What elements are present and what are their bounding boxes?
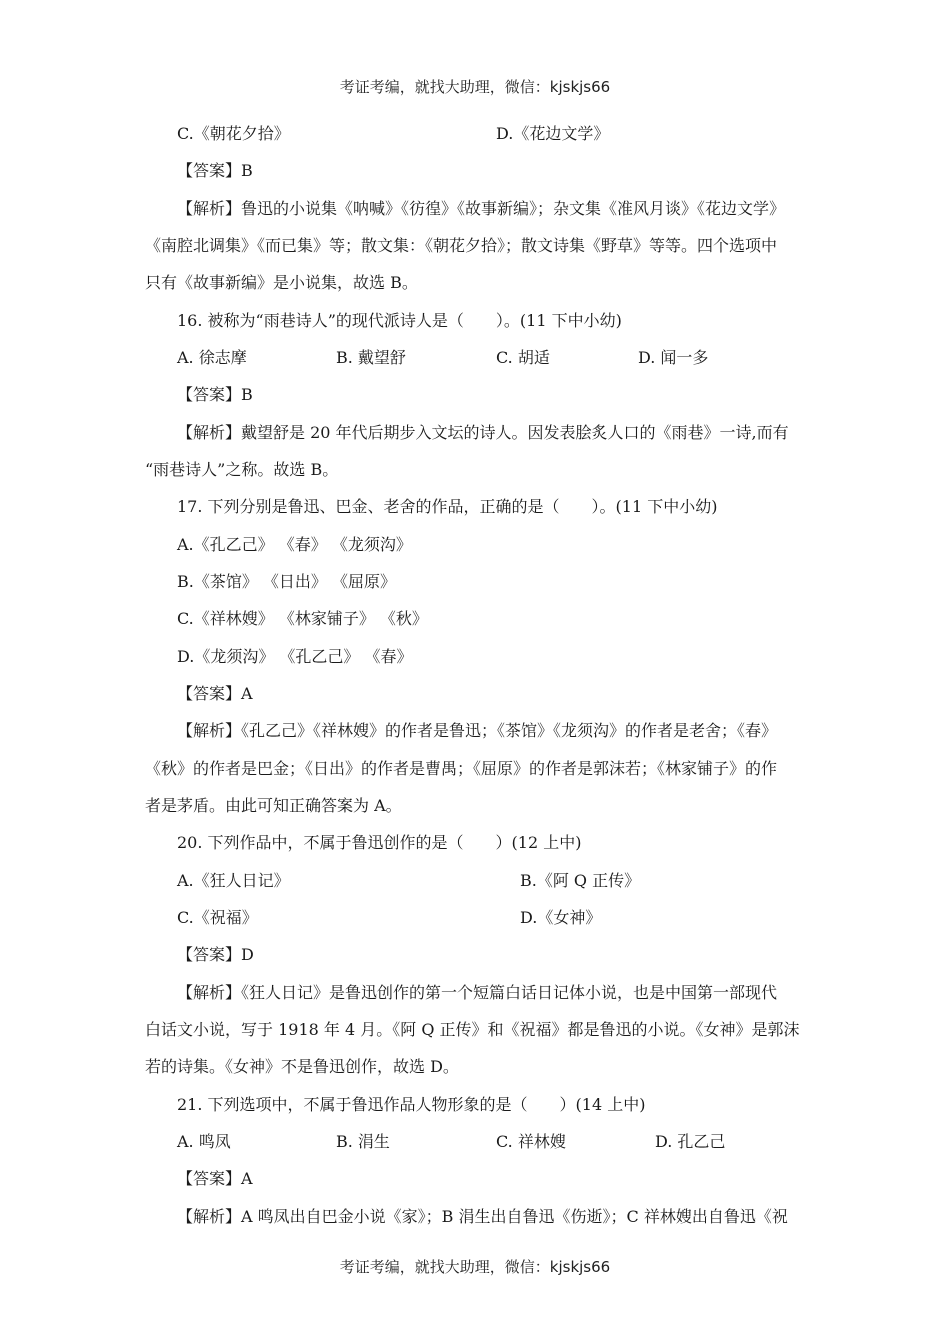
question-stem: 16. 被称为“雨巷诗人”的现代派诗人是（ ）。(11 下中小幼) <box>177 311 622 330</box>
question-stem: 21. 下列选项中，不属于鲁迅作品人物形象的是（ ）(14 上中) <box>177 1095 646 1114</box>
answer: 【答案】B <box>177 385 253 404</box>
explanation-line: 《南腔北调集》《而已集》等；散文集：《朝花夕拾》；散文诗集《野草》等等。四个选项中 <box>145 236 778 255</box>
explanation-line: 【解析】《孔乙己》《祥林嫂》的作者是鲁迅；《茶馆》《龙须沟》的作者是老舍；《春》 <box>177 721 778 740</box>
explanation-line: 《秋》的作者是巴金；《日出》的作者是曹禺；《屈原》的作者是郭沫若；《林家铺子》的作 <box>145 759 778 778</box>
explanation-line: 只有《故事新编》是小说集，故选 B。 <box>145 273 418 292</box>
option-c: C.《祥林嫂》 《林家铺子》 《秋》 <box>177 609 428 628</box>
option-a: A. 徐志摩 <box>177 348 247 367</box>
question-stem: 17. 下列分别是鲁迅、巴金、老舍的作品，正确的是（ ）。(11 下中小幼) <box>177 497 718 516</box>
question-stem: 20. 下列作品中，不属于鲁迅创作的是（ ）(12 上中) <box>177 833 582 852</box>
explanation-line: 【解析】A 鸣凤出自巴金小说《家》；B 涓生出自鲁迅《伤逝》；C 祥林嫂出自鲁迅《祝 <box>177 1207 788 1226</box>
option-a: A. 鸣凤 <box>177 1132 231 1151</box>
page-header: 考证考编，就找大助理，微信：kjskjs66 <box>339 78 611 96</box>
option-b: B.《阿 Q 正传》 <box>520 871 641 890</box>
option-c: C.《朝花夕拾》 <box>177 124 290 143</box>
page-footer: 考证考编，就找大助理，微信：kjskjs66 <box>339 1258 611 1276</box>
option-d: D.《花边文学》 <box>496 124 610 143</box>
answer: 【答案】A <box>177 684 253 703</box>
option-d: D. 闻一多 <box>638 348 709 367</box>
explanation-line: 白话文小说，写于 1918 年 4 月。《阿 Q 正传》和《祝福》都是鲁迅的小说。《女神》是郭沫 <box>145 1020 800 1039</box>
explanation-line: 【解析】戴望舒是 20 年代后期步入文坛的诗人。因发表脍炙人口的《雨巷》一诗,而有 <box>177 423 789 442</box>
option-c: C. 祥林嫂 <box>496 1132 566 1151</box>
option-b: B.《茶馆》 《日出》 《屈原》 <box>177 572 397 591</box>
option-c: C. 胡适 <box>496 348 550 367</box>
explanation-line: 若的诗集。《女神》不是鲁迅创作，故选 D。 <box>145 1057 459 1076</box>
option-b: B. 戴望舒 <box>336 348 406 367</box>
option-d: D.《龙须沟》 《孔乙己》 《春》 <box>177 647 413 666</box>
option-a: A.《狂人日记》 <box>177 871 290 890</box>
explanation-line: “雨巷诗人”之称。故选 B。 <box>145 460 339 479</box>
explanation-line: 者是茅盾。由此可知正确答案为 A。 <box>145 796 402 815</box>
answer: 【答案】D <box>177 945 254 964</box>
option-b: B. 涓生 <box>336 1132 390 1151</box>
option-c: C.《祝福》 <box>177 908 258 927</box>
option-a: A.《孔乙己》 《春》 《龙须沟》 <box>177 535 412 554</box>
option-d: D. 孔乙己 <box>655 1132 726 1151</box>
option-d: D.《女神》 <box>520 908 602 927</box>
explanation-line: 【解析】《狂人日记》是鲁迅创作的第一个短篇白话日记体小说，也是中国第一部现代 <box>177 983 778 1002</box>
answer: 【答案】B <box>177 161 253 180</box>
explanation-line: 【解析】鲁迅的小说集《呐喊》《彷徨》《故事新编》；杂文集《准风月谈》《花边文学》 <box>177 199 786 218</box>
answer: 【答案】A <box>177 1169 253 1188</box>
